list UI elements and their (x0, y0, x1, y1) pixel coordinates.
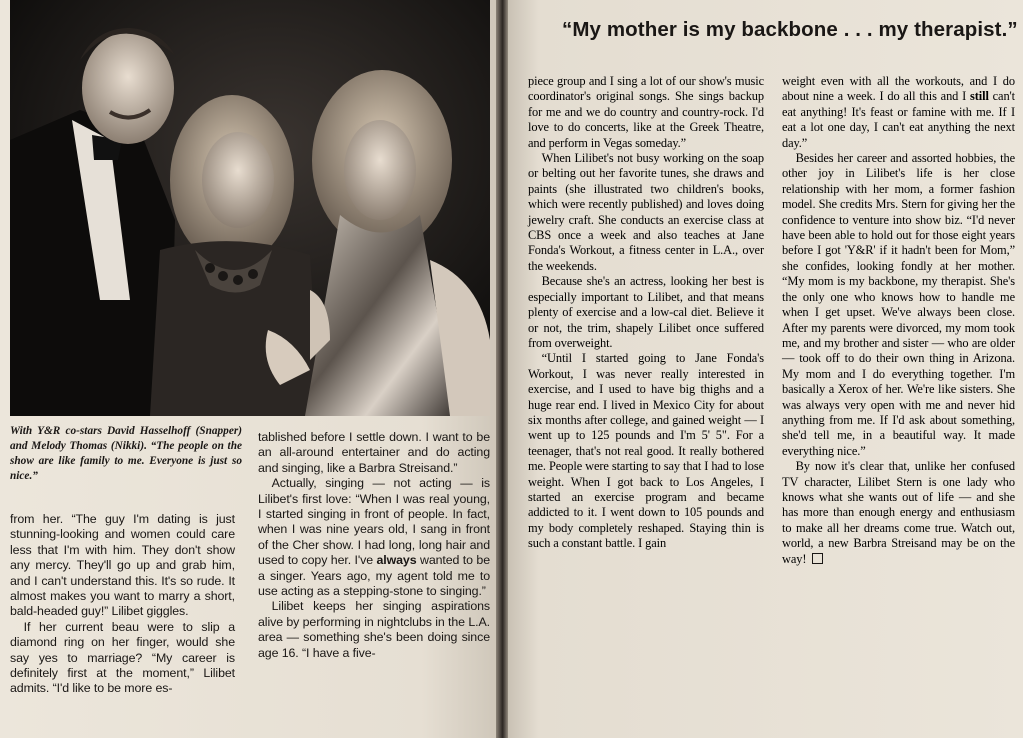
photo-caption: With Y&R co-stars David Hasselhoff (Snapper) and Melody Thomas (Nikki). “The people on the show are like family to me. Everyone is just so nice.” (10, 425, 242, 482)
cast-photo-illustration (10, 0, 490, 416)
article-column-1 (10, 512, 235, 697)
paragraph: piece group and I sing a lot of our show's music coordinator's original songs. She sings backup for me and we do country and country-rock. I'd love to do concerts, like at the Greek Theatre, and perform in Vegas someday.” (528, 74, 764, 150)
article-column-3 (528, 74, 764, 552)
article-column-4 (782, 74, 1015, 567)
paragraph: from her. “The guy I'm dating is just stunning-looking and women could care less that I'm with him. They don't show any mercy. They'll go up and grab him, and I can't understand this. It's so rude. It almost makes you want to marry a short, bald-headed guy!” Lilibet giggles. (10, 512, 235, 619)
paragraph: “Until I started going to Jane Fonda's Workout, I was never really interested in exercise, and I used to have big thighs and a huge rear end. I lived in Mexico City for about six months after college, and gained weight — I went up to 125 pounds and I'm 5' 5". For a teenager, that's not real good. It really bothered me. People were starting to say that I had to lose weight. When I got back to Los Angeles, I started an exercise program and became addicted to it. I went down to 105 pounds and my body completely reshaped. Staying thin is such a constant battle. I gain (528, 351, 764, 551)
article-column-2 (258, 430, 490, 661)
emphasis-text: always (376, 553, 417, 568)
paragraph: When Lilibet's not busy working on the soap or belting out her favorite tunes, she draws and paints (she illustrated two children's books, which were recently published) and loves doing jewelry craft. She conducts an exercise class at CBS once a week and also teaches at Jane Fonda's Workout, a fitness center in L.A., over the weekends. (528, 151, 764, 273)
paragraph-text: wanted to be a singer. Years ago, my agent told me to use acting as a stepping-stone to singing.” (258, 553, 490, 599)
paragraph-text: Actually, singing — not acting — is Lilibet's first love: “When I was real young, I started singing in front of people. In fact, when I was nine years old, I sang in front of the Cher show. I had long, long hair and used to copy her. I've (258, 476, 490, 568)
emphasis-text: still (970, 89, 989, 104)
paragraph: If her current beau were to slip a diamond ring on her finger, would she say yes to marriage? “My career is definitely first at the moment,” Lilibet admits. “I'd like to be more es- (10, 619, 235, 696)
pull-quote-headline: “My mother is my backbone . . . my therapist.” (562, 18, 1018, 41)
paragraph: tablished before I settle down. I want to be an all-around entertainer and do acting and singing, like a Barbra Streisand.” (258, 430, 490, 475)
cast-photo (10, 0, 490, 416)
paragraph-text: By now it's clear that, unlike her confused TV character, Lilibet Stern is one lady who knows what she wants out of life — and she has more than enough energy and enthusiasm to make all her dreams come true. Watch out, world, a new Barbra Streisand may be on the way! (782, 459, 1015, 566)
paragraph (782, 459, 1015, 567)
paragraph (258, 476, 490, 599)
left-page (0, 0, 496, 738)
paragraph-text: weight even with all the workouts, and I do about nine a week. I do all this and I (782, 74, 1015, 104)
end-of-article-mark (812, 553, 823, 564)
paragraph: Besides her career and assorted hobbies, the other joy in Lilibet's life is her close relationship with her mom, a former fashion model. She credits Mrs. Stern for giving her the confidence to venture into show biz. “I'd never have been able to hold out for those eight years before I got 'Y&R' if it hadn't been for Mom,” she confides, looking fondly at her mother. “My mom is my backbone, my therapist. She's the only one who knows how to handle me when I get upset. We've always been close. After my parents were divorced, my mom took me, and my brother and sister — who are older — took off to do their own thing in Arizona. My mom and I do everything together. I'm basically a Xerox of her. We're like sisters. She was always very open with me and never hid anything from me. If I'd ask about something, she'd tell me, in a beautiful way. It made everything nice.” (782, 151, 1015, 458)
paragraph: Lilibet keeps her singing aspirations alive by performing in nightclubs in the L.A. area — something she's been doing since age 16. “I have a five- (258, 599, 490, 660)
page-gutter (496, 0, 508, 738)
paragraph-text: can't eat anything! It's feast or famine with me. If I eat a lot one day, I can't eat anything the next day.” (782, 89, 1016, 150)
paragraph (782, 74, 1015, 151)
paragraph: Because she's an actress, looking her best is especially important to Lilibet, and that means plenty of exercise and a low-cal diet. Believe it or not, the trim, shapely Lilibet once suffered from overweight. (528, 274, 764, 350)
